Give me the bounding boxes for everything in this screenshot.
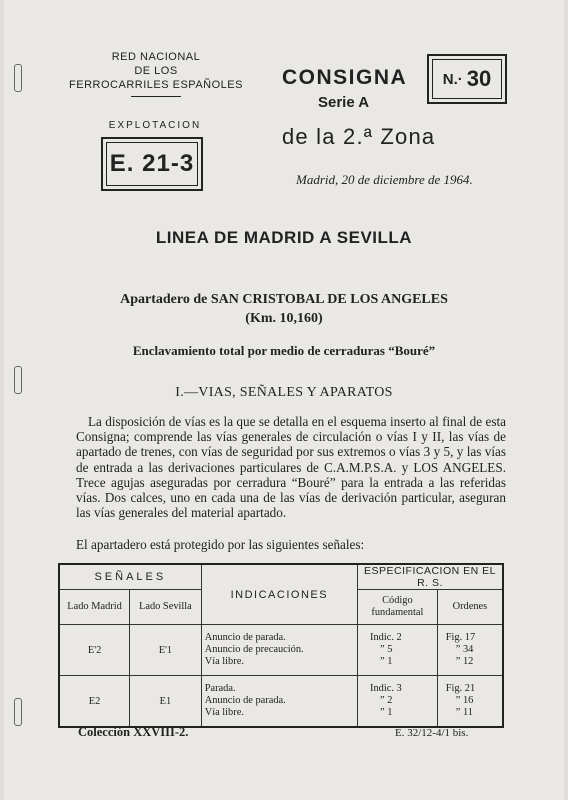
organization-name — [56, 50, 256, 97]
section-title: I.—VIAS, SEÑALES Y APARATOS — [175, 385, 393, 400]
signal-madrid: E'2 — [59, 625, 130, 676]
signal-sevilla: E'1 — [130, 625, 202, 676]
serie-label: Serie A — [318, 94, 370, 111]
line-title: LINEA DE MADRID A SEVILLA — [155, 228, 413, 247]
staple-bottom — [14, 698, 22, 726]
codigo-value: Indic. 3 — [370, 683, 402, 694]
ordenes-cell — [437, 676, 503, 728]
org-line-2: DE LOS — [134, 65, 178, 77]
header-lado-madrid: Lado Madrid — [59, 590, 130, 625]
header-indicaciones: INDICACIONES — [201, 564, 357, 625]
document-code: E. 21-3 — [109, 150, 195, 177]
indications-cell — [201, 676, 357, 728]
zona-label: de la 2.ª Zona — [282, 124, 436, 149]
number-label: N.· — [442, 70, 463, 88]
header-codigo: Código fundamental — [358, 590, 438, 625]
indications-cell — [201, 625, 357, 676]
codigo-value: ” 5 — [380, 644, 393, 655]
indication: Anuncio de precaución. — [204, 644, 304, 655]
codigo-cell — [358, 676, 438, 728]
consigna-number-box — [427, 54, 507, 104]
paragraph-vias — [76, 414, 506, 520]
enclavamiento-heading: Enclavamiento total por medio de cerraduras “Bouré” — [132, 343, 436, 358]
codigo-cell — [358, 625, 438, 676]
codigo-value: ” 1 — [380, 656, 393, 667]
codigo-value: ” 2 — [380, 695, 393, 706]
paragraph-vias-text: La disposición de vías es la que se detalla en el esquema inserto al final de esta Consigna; comprende las vías generales de circulación o vías I y II, las vías de apartado de trenes, con vías de seguridad por sus extremos o vías 3 y 5, y las vías de entrada a las derivaciones particulares de C.A.M.P.S.A. y LOS ANGELES. Trece agujas aseguradas por cerradura “Bouré” para la entrada a las referidas vías. Dos calces, uno en cada una de las vías de derivación particular, aseguran las vías generales del material apartado. — [76, 414, 506, 521]
orden-value: ” 12 — [455, 656, 474, 667]
org-line-3: FERROCARRILES ESPAÑOLES — [69, 79, 243, 91]
orden-value: Fig. 17 — [445, 632, 476, 643]
orden-value: ” 16 — [455, 695, 474, 706]
header-especificacion: ESPECIFICACION EN EL R. S. — [358, 564, 503, 590]
indication: Anuncio de parada. — [204, 695, 286, 706]
codigo-value: Indic. 2 — [370, 632, 402, 643]
paragraph-senales-text: El apartadero está protegido por las siguientes señales: — [76, 537, 365, 552]
orden-value: ” 34 — [455, 644, 474, 655]
apartadero-km: (Km. 10,160) — [245, 311, 323, 326]
codigo-value: ” 1 — [380, 707, 393, 718]
header-lado-sevilla: Lado Sevilla — [130, 590, 202, 625]
header-senales: SEÑALES — [59, 564, 201, 590]
orden-value: Fig. 21 — [445, 683, 476, 694]
signal-sevilla: E1 — [130, 676, 202, 728]
document-code-box — [101, 137, 203, 191]
header-ordenes: Ordenes — [437, 590, 503, 625]
org-line-1: RED NACIONAL — [111, 51, 201, 63]
orden-value: ” 11 — [455, 707, 473, 718]
table-row — [59, 676, 503, 728]
org-divider — [131, 96, 181, 97]
apartadero-heading — [0, 290, 568, 328]
explotacion-label: EXPLOTACION — [108, 120, 202, 131]
indication: Vía libre. — [204, 656, 244, 667]
paragraph-senales — [76, 537, 506, 552]
indication: Anuncio de parada. — [204, 632, 286, 643]
document-date: Madrid, 20 de diciembre de 1964. — [296, 172, 473, 187]
staple-top — [14, 64, 22, 92]
footer-collection: Colección XXVIII-2. — [78, 725, 189, 739]
signal-madrid: E2 — [59, 676, 130, 728]
consigna-title: CONSIGNA — [282, 66, 408, 89]
indication: Vía libre. — [204, 707, 244, 718]
signals-table — [58, 563, 504, 728]
indication: Parada. — [204, 683, 236, 694]
consigna-number: 30 — [466, 66, 492, 91]
ordenes-cell — [437, 625, 503, 676]
apartadero-name: Apartadero de SAN CRISTOBAL DE LOS ANGELES — [120, 292, 448, 307]
table-row — [59, 625, 503, 676]
footer-reference: E. 32/12-4/1 bis. — [395, 727, 469, 739]
